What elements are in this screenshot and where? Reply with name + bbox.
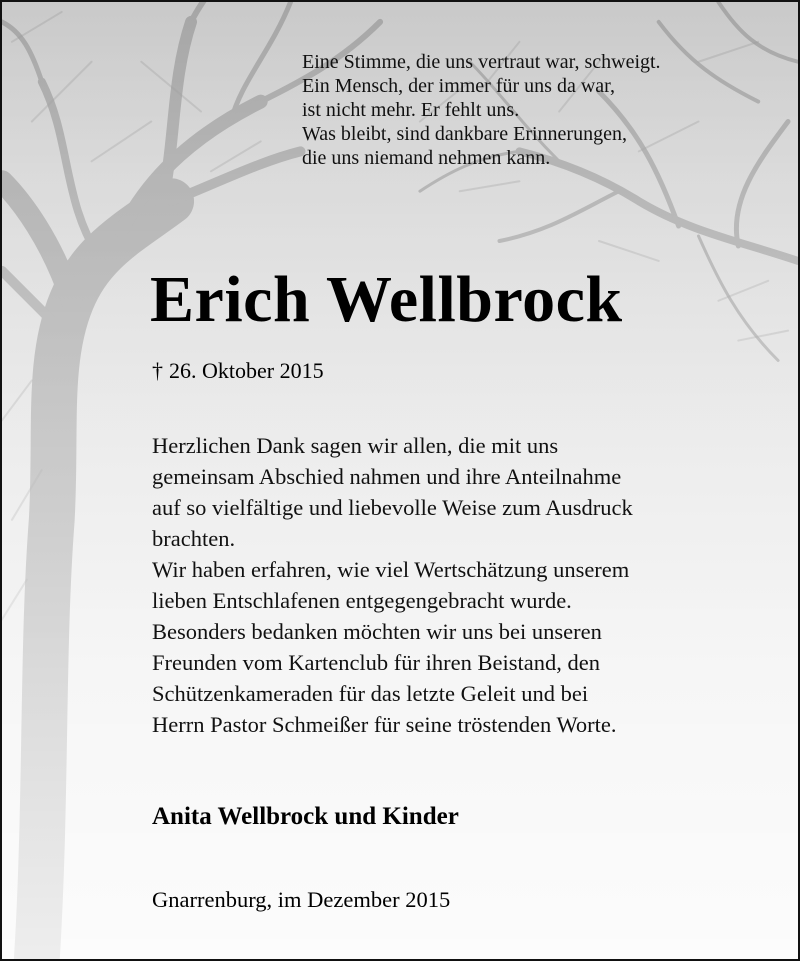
deceased-name: Erich Wellbrock [150,263,623,336]
poem-line: ist nicht mehr. Er fehlt uns. [302,99,520,121]
place-date: Gnarrenburg, im Dezember 2015 [152,887,451,912]
death-date: 26. Oktober 2015 [169,358,324,383]
poem-line: die uns niemand nehmen kann. [302,147,551,169]
signature: Anita Wellbrock und Kinder [152,803,459,830]
message-line: Wir haben erfahren, wie viel Wertschätzung unserem [152,557,630,582]
poem-line: Ein Mensch, der immer für uns da war, [302,75,615,97]
message-line: Freunden vom Kartenclub für ihren Beistand, den [152,650,601,675]
thank-you-message [152,430,633,740]
poem-line: Was bleibt, sind dankbare Erinnerungen, [302,123,627,145]
poem [302,50,661,170]
message-line: Herzlichen Dank sagen wir allen, die mit uns [152,433,559,458]
message-line: lieben Entschlafenen entgegengebracht wurde. [152,588,572,613]
message-line: brachten. [152,526,236,551]
message-line: Schützenkameraden für das letzte Geleit und bei [152,681,589,706]
message-line: Herrn Pastor Schmeißer für seine tröstenden Worte. [152,712,617,737]
message-line: Besonders bedanken möchten wir uns bei unseren [152,619,602,644]
cross-icon: † [152,358,163,383]
poem-line: Eine Stimme, die uns vertraut war, schweigt. [302,51,661,73]
message-line: gemeinsam Abschied nahmen und ihre Anteilnahme [152,464,622,489]
death-date-line [152,358,324,384]
message-line: auf so vielfältige und liebevolle Weise zum Ausdruck [152,495,633,520]
